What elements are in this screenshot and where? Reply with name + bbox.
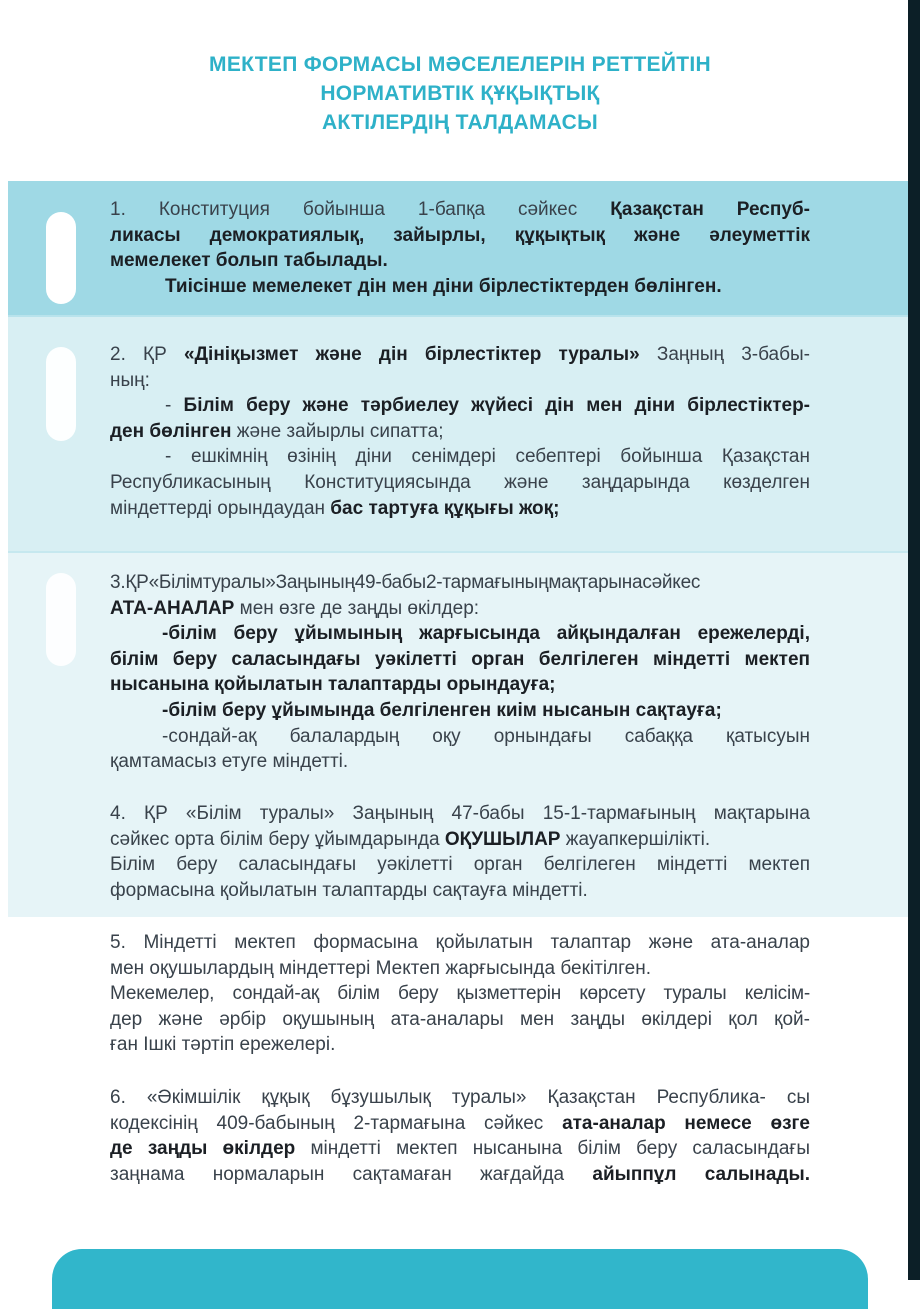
p5-text-5: ған Ішкі тәртіп ережелері. <box>110 1034 336 1056</box>
paragraph-4 <box>110 801 810 903</box>
p1-bold-3: мемелекет болып табылады. <box>110 250 388 272</box>
p6-bold: ата-аналар немесе өзге <box>562 1112 810 1134</box>
p5-text-2: мен оқушылардың міндеттері Мектеп жарғысында бекітілген. <box>110 957 651 979</box>
pill-marker-2 <box>46 347 76 441</box>
pill-marker-3 <box>46 573 76 666</box>
p5-text: 5. Міндетті мектеп формасына қойылатын талаптар және ата-аналар <box>110 932 810 953</box>
p3-bold-parents: АТА-АНАЛАР <box>110 597 235 619</box>
p3-text-4: қамтамасыз етуге міндетті. <box>110 751 349 773</box>
p2-text-3: ның: <box>110 369 150 391</box>
p6-text-4: заңнама нормаларын сақтамаған жағдайда <box>110 1163 593 1185</box>
p5-text-4: дер және әрбір оқушының ата-аналары мен заңды өкілдері қол қой- <box>110 1008 810 1030</box>
p2-text-7: міндеттерді орындаудан <box>110 497 331 519</box>
p6-text-3: міндетті мектеп нысанына білім беру саласындағы <box>295 1138 811 1160</box>
p2-dash: - <box>165 395 184 417</box>
p3-text: 3.ҚР«Білімтуралы»Заңының49-бабы2-тармағыныңмақтарынасәйкес <box>110 572 701 593</box>
p2-bold-2: ден бөлінген <box>110 420 232 442</box>
p6-bold-fine: айыппұл салынады. <box>592 1163 810 1185</box>
p2-text-2: Заңның 3-бабы- <box>639 344 810 365</box>
pill-marker-1 <box>46 212 76 304</box>
p2-text-5: - ешкімнің өзінің діни сенімдері себептері бойынша Қазақстан <box>165 446 810 468</box>
p2-text-4: және зайырлы сипатта; <box>231 420 444 442</box>
p2-text-6: Республикасының Конституциясында және заңдарында көзделген <box>110 471 810 493</box>
p3-bold-4: нысанына қойылатын талаптарды орындауға; <box>110 674 556 696</box>
p1-bold-4: Тиісінше мемелекет дін мен діни бірлестіктерден бөлінген. <box>165 275 722 297</box>
p6-bold-2: де заңды өкілдер <box>110 1138 296 1160</box>
p6-text: 6. «Әкімшілік құқық бұзушылық туралы» Қазақстан Республика- сы <box>110 1087 810 1108</box>
paragraph-5 <box>110 930 810 1058</box>
p2-text: 2. ҚР <box>110 344 184 365</box>
paragraph-6 <box>110 1085 810 1187</box>
p3-text-3: -сондай-ақ балалардың оқу орнындағы сабаққа қатысуын <box>162 725 810 747</box>
p2-bold-3: бас тартуға құқығы жоқ; <box>330 497 560 519</box>
bottom-banner <box>52 1249 868 1309</box>
p1-text: 1. Конституция бойынша 1-бапқа сәйкес <box>110 199 611 220</box>
p4-text-4: Білім беру саласындағы уәкілетті орган белгілеген міндетті мектеп <box>110 854 810 876</box>
title-line-1: МЕКТЕП ФОРМАСЫ МӘСЕЛЕЛЕРІН РЕТТЕЙТІН <box>209 53 711 76</box>
p5-text-3: Мекемелер, сондай-ақ білім беру қызметтерін көрсету туралы келісім- <box>110 983 810 1005</box>
p3-bold-3: білім беру саласындағы уәкілетті орган белгілеген міндетті мектеп <box>110 648 810 670</box>
p6-text-2: кодексінің 409-бабының 2-тармағына сәйкес <box>110 1112 563 1134</box>
p3-bold-2: -білім беру ұйымының жарғысында айқындалған ережелерді, <box>162 623 810 645</box>
paragraph-3 <box>110 570 810 775</box>
right-edge-strip <box>908 0 920 1280</box>
p4-bold-students: ОҚУШЫЛАР <box>444 828 561 850</box>
p1-bold-2: ликасы демократиялық, зайырлы, құқықтық және әлеуметтік <box>110 224 810 246</box>
p3-bold-5: -білім беру ұйымында белгіленген киім нысанын сақтауға; <box>162 699 722 721</box>
p4-text-5: формасына қойылатын талаптарды сақтауға міндетті. <box>110 879 588 901</box>
p1-bold: Қазақстан Респуб- <box>610 199 810 220</box>
p2-law-name: «Дініқызмет және дін бірлестіктер туралы» <box>183 344 640 365</box>
p4-text-3: жауапкершілікті. <box>560 828 711 850</box>
title-line-3: АКТІЛЕРДІҢ ТАЛДАМАСЫ <box>321 111 599 134</box>
title-line-2: НОРМАТИВТІК ҚҰҚЫҚТЫҚ <box>320 82 600 105</box>
p4-text-2: сәйкес орта білім беру ұйымдарында <box>110 828 445 850</box>
p4-text: 4. ҚР «Білім туралы» Заңының 47-бабы 15-1-тармағының мақтарына <box>110 803 810 824</box>
page-title <box>150 50 770 137</box>
p2-bold: Білім беру және тәрбиелеу жүйесі дін мен діни бірлестіктер- <box>183 395 810 417</box>
p3-text-2: мен өзге де заңды өкілдер: <box>234 597 480 619</box>
paragraph-2 <box>110 342 810 521</box>
paragraph-1 <box>110 197 810 299</box>
